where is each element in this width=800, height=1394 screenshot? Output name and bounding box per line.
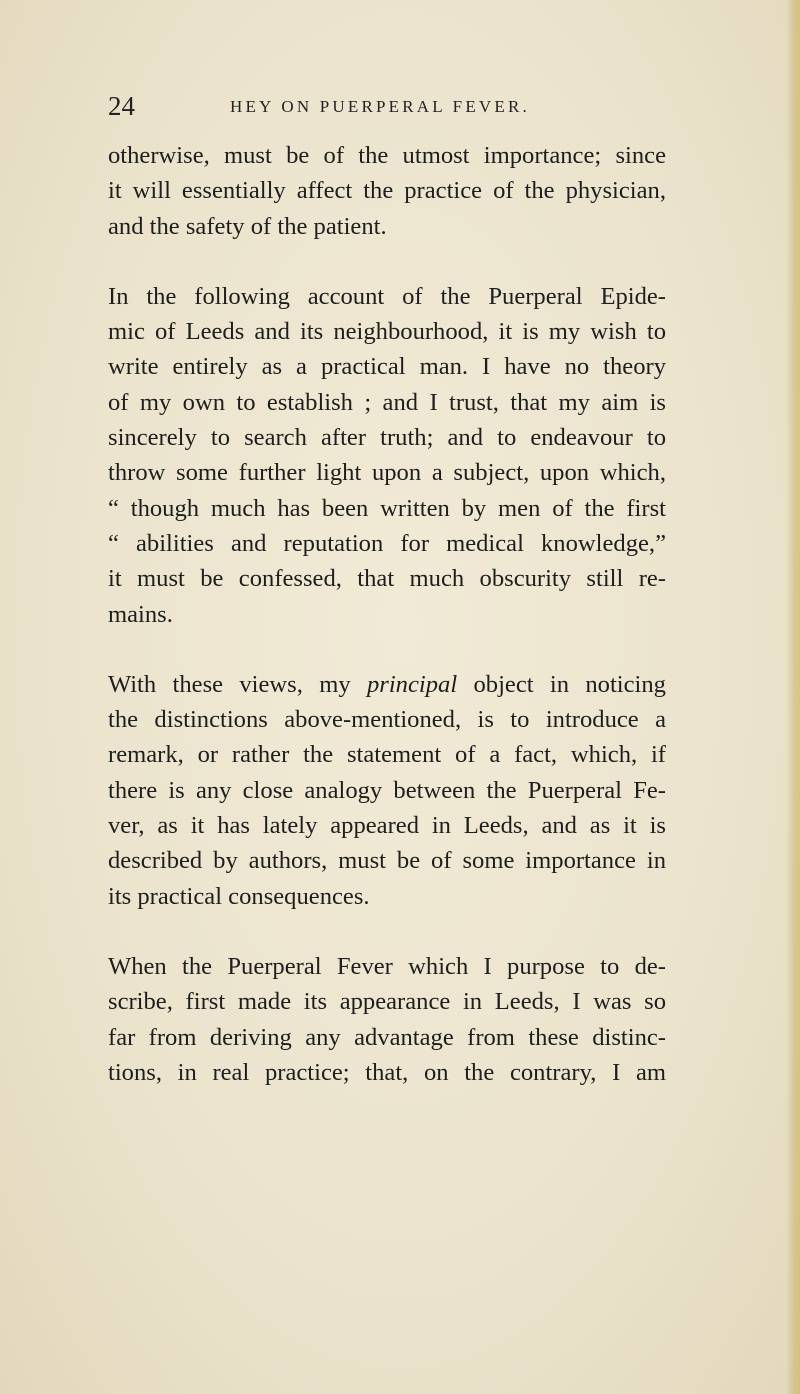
page-header	[108, 88, 668, 124]
text-line: “ though much has been written by men of the first	[108, 494, 666, 522]
text-line: otherwise, must be of the utmost importance; since	[108, 142, 666, 169]
text-line: of my own to establish ; and I trust, that my aim is	[108, 388, 666, 416]
text-line: When the Puerperal Fever which I purpose to de-	[108, 952, 666, 980]
text-line: described by authors, must be of some importance in	[108, 847, 666, 875]
paragraph-3	[108, 667, 666, 914]
text-line: write entirely as a practical man. I have no theory	[108, 353, 666, 381]
text-line: its practical consequences.	[108, 882, 370, 910]
emphasis-text: principal	[366, 670, 458, 698]
text-line: scribe, first made its appearance in Leeds, I was so	[108, 988, 666, 1016]
paragraph-1	[108, 138, 666, 244]
text-line: sincerely to search after truth; and to endeavour to	[108, 424, 666, 452]
text-line: “ abilities and reputation for medical knowledge,”	[108, 529, 666, 557]
text-line: tions, in real practice; that, on the contrary, I am	[108, 1058, 666, 1086]
text-line: In the following account of the Puerperal Epide-	[108, 282, 666, 310]
text-line: With these views, my principal object in noticing	[108, 670, 666, 698]
page-number: 24	[108, 91, 135, 121]
text-line: ver, as it has lately appeared in Leeds, and as it is	[108, 812, 666, 840]
text-line: throw some further light upon a subject, upon which,	[108, 459, 666, 487]
paragraph-gap	[108, 632, 666, 667]
text-line: there is any close analogy between the Puerperal Fe-	[108, 776, 666, 804]
text-line: remark, or rather the statement of a fact, which, if	[108, 741, 666, 769]
text-line: the distinctions above-mentioned, is to introduce a	[108, 706, 666, 734]
page-edge	[786, 0, 800, 1394]
paragraph-gap	[108, 914, 666, 949]
running-head: HEY ON PUERPERAL FEVER.	[230, 97, 530, 116]
text-line: and the safety of the patient.	[108, 212, 387, 240]
text-line: it must be confessed, that much obscurity still re-	[108, 565, 666, 593]
text-line: mic of Leeds and its neighbourhood, it is my wish to	[108, 318, 666, 346]
paragraph-gap	[108, 244, 666, 279]
text-line: far from deriving any advantage from these distinc-	[108, 1023, 666, 1051]
text-line: it will essentially affect the practice of the physician,	[108, 177, 666, 205]
text-line: mains.	[108, 600, 173, 628]
paragraph-4	[108, 949, 666, 1090]
body-text	[108, 138, 666, 1090]
paragraph-2	[108, 279, 666, 632]
